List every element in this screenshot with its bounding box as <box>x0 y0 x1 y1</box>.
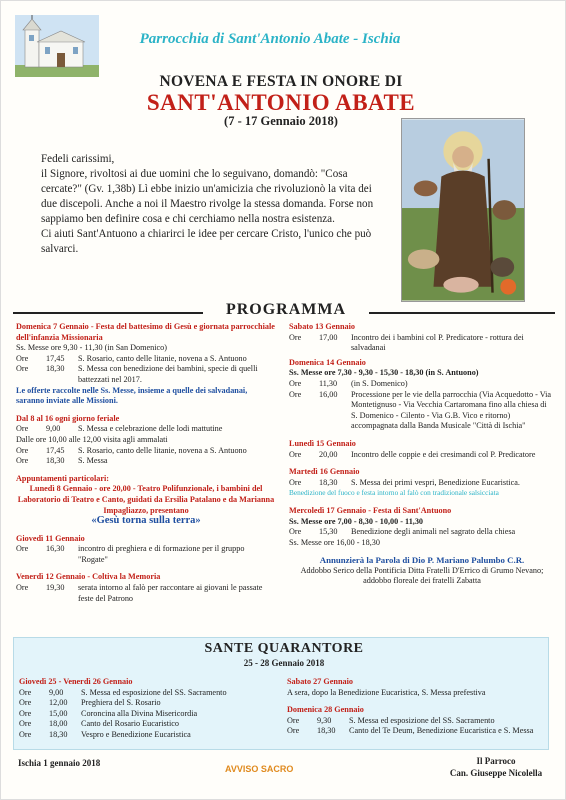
schedule-row: Ore 17,00 Incontro dei i bambini col P. Predicatore - rottura dei salvadanai <box>289 332 524 353</box>
quarantore-title: SANTE QUARANTORE <box>204 641 364 656</box>
wednesday-17-masses-evening: Ss. Messe ore 16,00 - 18,30 <box>289 537 380 547</box>
schedule-row: Ore 17,45 S. Rosario, canto delle litanie, novena a S. Antuono <box>16 445 247 455</box>
program-left-column <box>16 322 276 604</box>
event-dates: (7 - 17 Gennaio 2018) <box>224 114 338 128</box>
schedule-row: Ore 17,45 S. Rosario, canto delle litanie, novena a S. Antuono <box>16 353 247 363</box>
appointments-title: Appuntamenti particolari: <box>16 473 110 483</box>
schedule-row: Ore 18,30 Vespro e Benedizione Eucaristica <box>19 729 191 739</box>
schedule-row: Ore 15,30 Benedizione degli animali nel sagrato della chiesa <box>289 527 516 537</box>
schedule-row: Ore 18,30 S. Messa con benedizione dei bambini, specie di quelli battezzati nel 2017. <box>16 364 258 384</box>
saint-painting <box>401 118 525 302</box>
program-right-column <box>289 322 555 587</box>
footer-role: Il Parroco <box>476 756 516 766</box>
title-line-2: SANT'ANTONIO ABATE <box>146 90 416 115</box>
tuesday-16-title: Martedì 16 Gennaio <box>289 467 360 477</box>
footer-notice: AVVISO SACRO <box>225 764 294 774</box>
preacher-note: Annunzierà la Parola di Dio P. Mariano Palumbo C.R. <box>319 555 525 566</box>
saturday-27-text: A sera, dopo la Benedizione Eucaristica, S. Messa prefestiva <box>287 687 486 697</box>
schedule-row: Ore 18,30 S. Messa dei primi vespri, Benedizione Eucaristica. <box>289 477 520 487</box>
schedule-row: Ore 9,30 S. Messa ed esposizione del SS. Sacramento <box>287 715 495 725</box>
thursday-11-title: Giovedì 11 Gennaio <box>16 533 85 543</box>
saturday-13-title: Sabato 13 Gennaio <box>289 322 355 331</box>
title-line-1: NOVENA E FESTA IN ONORE DI <box>159 73 403 90</box>
schedule-row: Ore 18,30 S. Messa <box>16 456 108 466</box>
monday-15-title: Lunedì 15 Gennaio <box>289 438 356 448</box>
intro-greeting: Fedeli carissimi, <box>41 153 115 165</box>
saturday-27-title: Sabato 27 Gennaio <box>287 677 353 686</box>
weekday-title: Dal 8 al 16 ogni giorno feriale <box>16 413 120 423</box>
schedule-row: Ore 16,00 Processione per le vie della parrocchia (Via Acquedotto - Via Montetignuso - Via Vecchia Cartaromana fino alla chiesa di S. Domenico - Cilento - Via G.B. Vico e ritorno) accompagnata dalla Banda Musicale "Città di Ischia" <box>289 389 552 431</box>
schedule-row: Ore 11,30 (in S. Domenico) <box>289 378 408 388</box>
schedule-row: Ore 20,00 Incontro delle coppie e dei cresimandi col P. Predicatore <box>289 449 536 459</box>
sunday-7-masses: Ss. Messe ore 9,30 - 11,30 (in San Domenico) <box>16 343 167 353</box>
sick-visits: Dalle ore 10,00 alle 12,00 visita agli ammalati <box>16 434 168 444</box>
wednesday-17-title: Mercoledì 17 Gennaio - Festa di Sant'Antuono <box>289 505 452 515</box>
sunday-14-masses: Ss. Messe ore 7,30 - 9,30 - 15,30 - 18,30 (in S. Antuono) <box>289 368 479 378</box>
theatre-announcement: Lunedì 8 Gennaio - ore 20,00 - Teatro Polifunzionale, i bambini del Laboratorio di Teatro e Canto, guidati da Ersilia Patalano e da Marianna Impagliazzo, presentano <box>17 484 275 515</box>
footer-signature <box>431 755 561 779</box>
divider-right <box>369 312 555 314</box>
programma-heading <box>1 301 566 321</box>
quarantore-dates: 25 - 28 Gennaio 2018 <box>243 658 325 668</box>
parish-name: Parrocchia di Sant'Antonio Abate - Ischia <box>139 31 401 47</box>
footer-date: Ischia 1 gennaio 2018 <box>18 758 101 768</box>
missions-note: Le offerte raccolte nelle Ss. Messe, insieme a quelle dei salvadanai, saranno inviate alle Missioni. <box>16 385 248 406</box>
wednesday-17-masses: Ss. Messe ore 7,00 - 8,30 - 10,00 - 11,30 <box>289 516 424 526</box>
thu-fri-title: Giovedì 25 - Venerdì 26 Gennaio <box>19 677 133 686</box>
schedule-row: Ore 19,30 serata intorno al falò per raccontare ai giovani le passate feste del Patrono <box>16 583 263 603</box>
schedule-row: Ore 9,00 S. Messa e celebrazione delle lodi mattutine <box>16 424 223 434</box>
schedule-row: Ore 9,00 S. Messa ed esposizione del SS. Sacramento <box>19 687 227 697</box>
schedule-row: Ore 16,30 incontro di preghiera e di formazione per il gruppo "Rogate" <box>16 544 245 564</box>
intro-paragraph: il Signore, rivoltosi ai due uomini che lo seguivano, domandò: "Cosa cercate?" (Gv. 1,38b) Lì ebbe inizio un'amicizia che rivoluzionò la vita dei due discepoli. Anche a noi il Maestro rivolge la stessa domanda. Forse non sappiamo ben definire cosa e chi cerchiamo nella nostra esistenza. <box>41 168 374 225</box>
sunday-14-title: Domenica 14 Gennaio <box>289 357 366 367</box>
intro-text <box>41 152 386 257</box>
footer-name: Can. Giuseppe Nicolella <box>449 768 543 778</box>
church-illustration <box>15 15 99 77</box>
schedule-row: Ore 18,00 Canto del Rosario Eucaristico <box>19 719 179 729</box>
divider-left <box>13 312 203 314</box>
intro-closing: Ci aiuti Sant'Antuono a chiarirci le idee per cercare Cristo, l'unico che può salvarci. <box>41 228 372 255</box>
bonfire-note: Benedizione del fuoco e festa intorno al falò con tradizionale salsicciata <box>289 488 499 498</box>
schedule-row: Ore 15,00 Coroncina alla Divina Misericordia <box>19 708 198 718</box>
quarantore-right <box>287 677 547 737</box>
schedule-row: Ore 12,00 Preghiera del S. Rosario <box>19 698 161 708</box>
quarantore-left <box>19 677 269 741</box>
programma-title: PROGRAMMA <box>225 301 347 318</box>
sunday-7-title: Domenica 7 Gennaio - Festa del battesimo di Gesù e giornata parrocchiale dell'infanzia Missionaria <box>16 322 275 342</box>
sunday-28-title: Domenica 28 Gennaio <box>287 705 364 715</box>
decoration-credits: Addobbo Serico della Pontificia Ditta Fratelli D'Errico di Grumo Nevano; addobbo floreale dei fratelli Zabatta <box>300 565 544 586</box>
schedule-row: Ore 18,30 Canto del Te Deum, Benedizione Eucaristica e S. Messa <box>287 726 534 736</box>
friday-12-title: Venerdì 12 Gennaio - Coltiva la Memoria <box>16 572 161 582</box>
show-title: «Gesù torna sulla terra» <box>91 515 201 527</box>
